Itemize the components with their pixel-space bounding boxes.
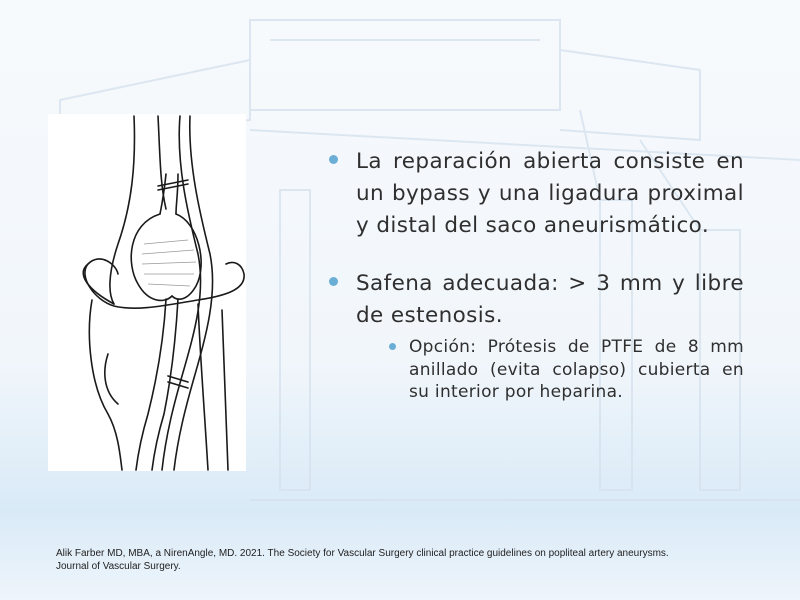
sub-bullet-dot-icon [389, 343, 396, 350]
popliteal-bypass-illustration [48, 114, 246, 471]
citation-line-1: Alik Farber MD, MBA, a NirenAngle, MD. 2021. The Society for Vascular Surgery clinical practice guidelines on popliteal artery aneurysms. [56, 548, 669, 559]
citation-line-2: Journal of Vascular Surgery. [56, 561, 181, 572]
sub-bullet-ptfe [326, 336, 744, 404]
bullet-open-repair [326, 146, 744, 242]
bullet-dot-icon [329, 277, 338, 286]
bullet-dot-icon [329, 155, 338, 164]
citation [56, 547, 756, 573]
sub-bullet-text: Opción: Prótesis de PTFE de 8 mm anillado (evita colapso) cubierta en su interior por heparina. [409, 337, 744, 402]
bullet-text: La reparación abierta consiste en un bypass y una ligadura proximal y distal del saco aneurismático. [356, 149, 744, 238]
bullet-text: Safena adecuada: > 3 mm y libre de estenosis. [356, 271, 744, 328]
bullet-list [326, 146, 744, 404]
bullet-saphenous [326, 268, 744, 332]
